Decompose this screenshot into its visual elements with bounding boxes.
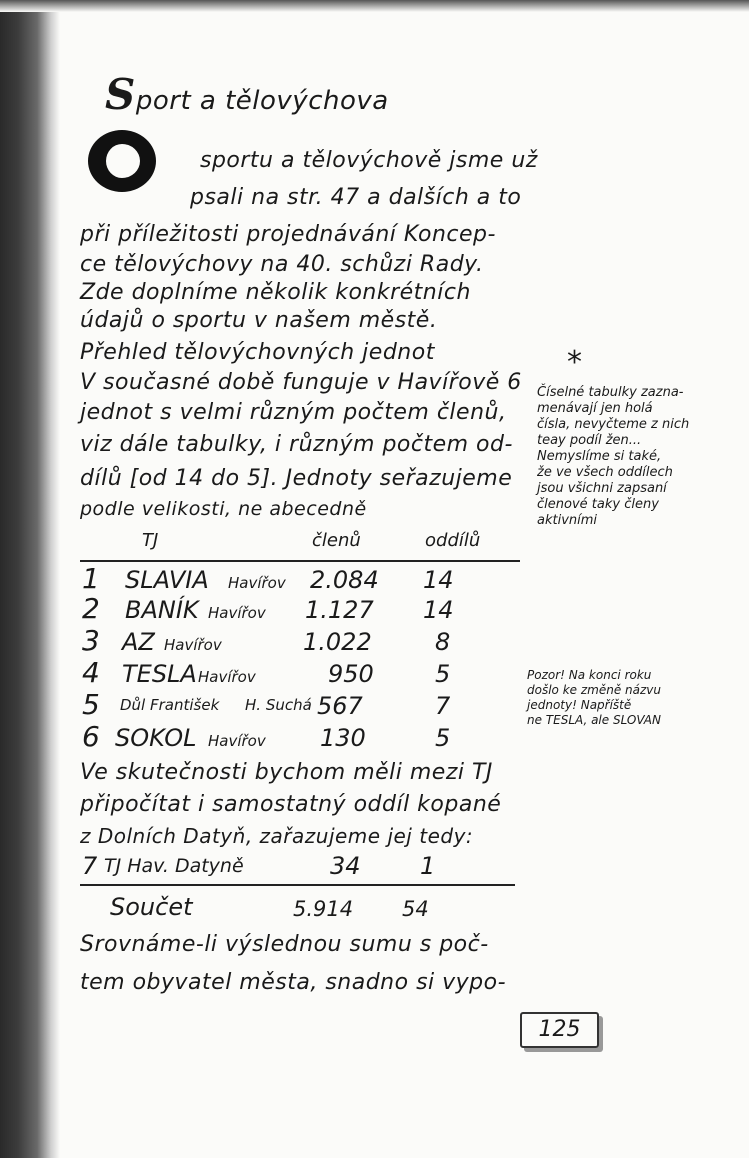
row-sections: 1 — [420, 852, 436, 880]
title-initial: S — [105, 70, 136, 119]
title-rest: port a tělovýchova — [135, 86, 389, 116]
total-label: Součet — [110, 893, 193, 921]
scan-top-shadow — [0, 0, 749, 12]
row-members: 567 — [317, 692, 363, 720]
intro-line: údajů o sportu v našem městě. — [80, 308, 438, 333]
table-row — [80, 688, 520, 721]
body-line: Ve skutečnosti bychom měli mezi TJ — [80, 760, 493, 785]
scan-binding-shadow — [0, 0, 60, 1158]
sum-rule — [80, 884, 515, 886]
table-header — [80, 530, 520, 560]
row-sections: 8 — [435, 628, 451, 656]
intro-line: sportu a tělovýchově jsme už — [200, 148, 538, 173]
row-sections: 7 — [435, 692, 451, 720]
row-name: BANÍK — [125, 596, 199, 624]
intro-line: psali na str. 47 a dalších a to — [190, 185, 522, 210]
row-members: 34 — [330, 852, 361, 880]
row-name: SLAVIA — [125, 566, 209, 594]
intro-line: Zde doplníme několik konkrétních — [80, 280, 471, 305]
row-number: 3 — [82, 624, 100, 657]
table-row — [80, 624, 520, 657]
row-name: TESLA — [122, 660, 197, 688]
side-note-tables: Číselné tabulky zazna- menávají jen holá čísla, nevyčteme z nich teay podíl žen... Nemyslíme si také, že ve všech oddílech jsou všichni zapsaní členové taky členy aktivními — [537, 385, 690, 528]
row-name: Důl František — [120, 696, 220, 714]
row-sections: 5 — [435, 660, 451, 688]
page-title — [105, 70, 389, 119]
intro-line: jednot s velmi různým počtem členů, — [80, 400, 507, 425]
intro-line: ce tělovýchovy na 40. schůzi Rady. — [80, 252, 484, 277]
row-place: Havířov — [208, 732, 266, 750]
row-name: AZ — [122, 628, 155, 656]
row-members: 950 — [328, 660, 374, 688]
intro-line: při příležitosti projednávání Koncep- — [80, 222, 496, 247]
row-members: 2.084 — [310, 566, 379, 594]
body-line: připočítat i samostatný oddíl kopané — [80, 792, 502, 817]
row-number: 6 — [82, 720, 100, 753]
table-row-extra — [80, 852, 520, 882]
table-row — [80, 562, 520, 595]
header-sections: oddílů — [425, 530, 481, 551]
row-place: H. Suchá — [245, 696, 312, 714]
body-line: tem obyvatel města, snadno si vypo- — [80, 970, 507, 995]
row-name: SOKOL — [115, 724, 197, 752]
row-members: 1.127 — [305, 596, 374, 624]
asterisk-icon: * — [567, 345, 582, 380]
total-row — [80, 893, 520, 923]
intro-line: V současné době funguje v Havířově 6 — [80, 370, 522, 395]
row-place: Havířov — [208, 604, 266, 622]
header-members: členů — [312, 530, 361, 551]
row-name: TJ Hav. Datyně — [104, 855, 244, 877]
table-row — [80, 592, 520, 625]
row-members: 130 — [320, 724, 366, 752]
intro-line: dílů [od 14 do 5]. Jednoty seřazujeme — [80, 466, 513, 491]
row-sections: 14 — [423, 596, 454, 624]
drop-cap-o — [88, 130, 156, 192]
side-note-rename: Pozor! Na konci roku došlo ke změně názvu jednoty! Napříště ne TESLA, ale SLOVAN — [527, 668, 661, 727]
intro-line: podle velikosti, ne abecedně — [80, 498, 367, 520]
total-sections: 54 — [402, 897, 429, 921]
row-number: 5 — [82, 688, 100, 721]
row-place: Havířov — [228, 574, 286, 592]
row-number: 1 — [82, 562, 100, 595]
page-number: 125 — [520, 1012, 599, 1048]
intro-line: viz dále tabulky, i různým počtem od- — [80, 432, 513, 457]
row-members: 1.022 — [303, 628, 372, 656]
header-tj: TJ — [142, 530, 159, 551]
body-line: Srovnáme-li výslednou sumu s poč- — [80, 932, 489, 957]
body-line: z Dolních Datyň, zařazujeme jej tedy: — [80, 824, 474, 848]
row-number: 7 — [82, 852, 98, 880]
table-row — [80, 656, 520, 689]
section-heading: Přehled tělovýchovných jednot — [80, 340, 435, 365]
row-number: 4 — [82, 656, 100, 689]
row-sections: 5 — [435, 724, 451, 752]
total-members: 5.914 — [293, 897, 354, 921]
row-place: Havířov — [164, 636, 222, 654]
row-place: Havířov — [198, 668, 256, 686]
table-row — [80, 720, 520, 753]
row-number: 2 — [82, 592, 100, 625]
row-sections: 14 — [423, 566, 454, 594]
